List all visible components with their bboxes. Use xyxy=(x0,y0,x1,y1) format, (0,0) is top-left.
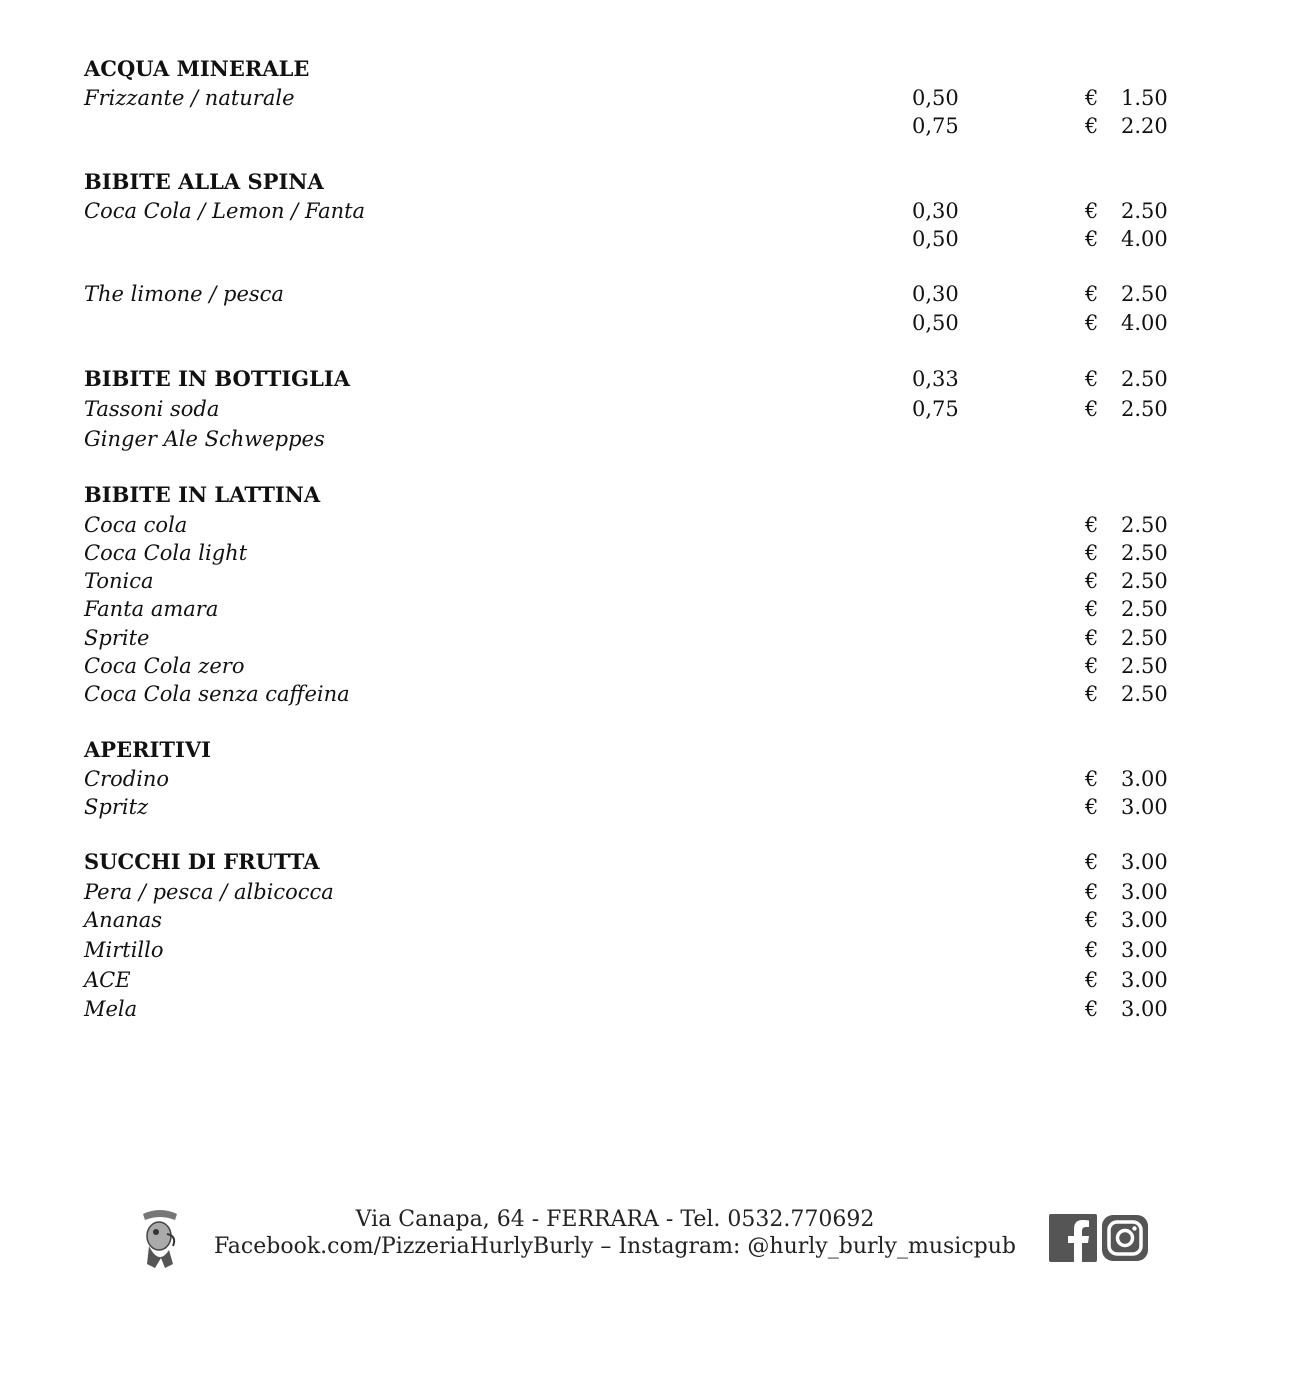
item-price: 2.50 xyxy=(1121,541,1168,565)
item-price: 3.00 xyxy=(1121,795,1168,819)
menu-item-row xyxy=(0,936,1294,964)
item-price: 2.20 xyxy=(1121,114,1168,138)
item-size: 0,33 xyxy=(912,367,959,391)
currency-symbol: € xyxy=(1085,938,1099,962)
currency-symbol: € xyxy=(1085,795,1099,819)
menu-item-row xyxy=(0,793,1294,821)
menu-item-row xyxy=(0,652,1294,680)
item-name: Crodino xyxy=(84,767,170,791)
section-heading: BIBITE IN LATTINA xyxy=(84,482,321,507)
currency-symbol: € xyxy=(1085,199,1099,223)
item-name: Tassoni soda xyxy=(84,397,220,421)
currency-symbol: € xyxy=(1085,569,1099,593)
item-size: 0,50 xyxy=(912,227,959,251)
menu-item-row xyxy=(0,966,1294,994)
item-size: 0,75 xyxy=(912,397,959,421)
currency-symbol: € xyxy=(1085,86,1099,110)
item-price: 2.50 xyxy=(1121,282,1168,306)
item-price: 3.00 xyxy=(1121,880,1168,904)
currency-symbol: € xyxy=(1085,597,1099,621)
item-name: The limone / pesca xyxy=(84,282,284,306)
item-size: 0,30 xyxy=(912,199,959,223)
section-heading-row xyxy=(0,168,1294,196)
item-price: 2.50 xyxy=(1121,199,1168,223)
item-name: Mela xyxy=(84,997,138,1021)
menu-item-row xyxy=(0,225,1294,253)
menu-item-row xyxy=(0,425,1294,453)
menu-item-row xyxy=(0,595,1294,623)
item-name: Pera / pesca / albicocca xyxy=(84,880,334,904)
item-price: 2.50 xyxy=(1121,397,1168,421)
section-heading: SUCCHI DI FRUTTA xyxy=(84,849,320,874)
currency-symbol: € xyxy=(1085,114,1099,138)
currency-symbol: € xyxy=(1085,850,1099,874)
footer-address: Via Canapa, 64 - FERRARA - Tel. 0532.770692 xyxy=(355,1207,875,1232)
currency-symbol: € xyxy=(1085,682,1099,706)
currency-symbol: € xyxy=(1085,311,1099,335)
currency-symbol: € xyxy=(1085,654,1099,678)
item-price: 3.00 xyxy=(1121,850,1168,874)
item-price: 2.50 xyxy=(1121,654,1168,678)
currency-symbol: € xyxy=(1085,513,1099,537)
facebook-icon[interactable] xyxy=(1049,1214,1097,1262)
menu-item-row xyxy=(0,112,1294,140)
pizzeria-mascot-logo xyxy=(139,1206,181,1270)
footer-social-links[interactable]: Facebook.com/PizzeriaHurlyBurly – Instagram: @hurly_burly_musicpub xyxy=(214,1234,1016,1259)
section-heading-row xyxy=(0,55,1294,83)
currency-symbol: € xyxy=(1085,767,1099,791)
menu-item-row xyxy=(0,567,1294,595)
item-name: ACE xyxy=(84,968,131,992)
item-price: 3.00 xyxy=(1121,938,1168,962)
menu-item-row xyxy=(0,680,1294,708)
section-heading-row xyxy=(0,848,1294,876)
item-name: Tonica xyxy=(84,569,154,593)
currency-symbol: € xyxy=(1085,367,1099,391)
item-name: Sprite xyxy=(84,626,150,650)
currency-symbol: € xyxy=(1085,997,1099,1021)
section-heading-row xyxy=(0,736,1294,764)
item-size: 0,50 xyxy=(912,86,959,110)
item-size: 0,50 xyxy=(912,311,959,335)
section-heading: BIBITE ALLA SPINA xyxy=(84,169,324,194)
currency-symbol: € xyxy=(1085,908,1099,932)
menu-item-row xyxy=(0,906,1294,934)
menu-item-row xyxy=(0,84,1294,112)
menu-item-row xyxy=(0,878,1294,906)
item-price: 2.50 xyxy=(1121,682,1168,706)
currency-symbol: € xyxy=(1085,541,1099,565)
section-heading: ACQUA MINERALE xyxy=(84,56,310,81)
item-name: Coca Cola / Lemon / Fanta xyxy=(84,199,366,223)
menu-item-row xyxy=(0,197,1294,225)
item-price: 2.50 xyxy=(1121,626,1168,650)
item-price: 2.50 xyxy=(1121,569,1168,593)
menu-item-row xyxy=(0,511,1294,539)
item-price: 4.00 xyxy=(1121,227,1168,251)
section-heading-row xyxy=(0,365,1294,393)
currency-symbol: € xyxy=(1085,282,1099,306)
item-name: Ananas xyxy=(84,908,163,932)
item-name: Coca Cola light xyxy=(84,541,248,565)
item-size: 0,30 xyxy=(912,282,959,306)
menu-item-row xyxy=(0,280,1294,308)
currency-symbol: € xyxy=(1085,227,1099,251)
currency-symbol: € xyxy=(1085,968,1099,992)
item-name: Mirtillo xyxy=(84,938,164,962)
item-price: 3.00 xyxy=(1121,767,1168,791)
currency-symbol: € xyxy=(1085,397,1099,421)
item-price: 3.00 xyxy=(1121,968,1168,992)
item-name: Coca Cola zero xyxy=(84,654,245,678)
menu-item-row xyxy=(0,624,1294,652)
section-heading-row xyxy=(0,481,1294,509)
menu-item-row xyxy=(0,309,1294,337)
instagram-icon[interactable] xyxy=(1101,1214,1149,1262)
menu-item-row xyxy=(0,995,1294,1023)
item-name: Coca cola xyxy=(84,513,188,537)
section-heading: APERITIVI xyxy=(84,737,211,762)
item-name: Fanta amara xyxy=(84,597,219,621)
menu-item-row xyxy=(0,539,1294,567)
item-price: 2.50 xyxy=(1121,597,1168,621)
item-price: 2.50 xyxy=(1121,513,1168,537)
item-price: 2.50 xyxy=(1121,367,1168,391)
menu-item-row xyxy=(0,395,1294,423)
item-name: Spritz xyxy=(84,795,149,819)
item-name: Frizzante / naturale xyxy=(84,86,295,110)
section-heading: BIBITE IN BOTTIGLIA xyxy=(84,366,350,391)
item-name: Ginger Ale Schweppes xyxy=(84,427,325,451)
currency-symbol: € xyxy=(1085,880,1099,904)
item-price: 3.00 xyxy=(1121,908,1168,932)
item-size: 0,75 xyxy=(912,114,959,138)
menu-item-row xyxy=(0,765,1294,793)
item-price: 1.50 xyxy=(1121,86,1168,110)
item-price: 4.00 xyxy=(1121,311,1168,335)
item-name: Coca Cola senza caffeina xyxy=(84,682,350,706)
currency-symbol: € xyxy=(1085,626,1099,650)
item-price: 3.00 xyxy=(1121,997,1168,1021)
